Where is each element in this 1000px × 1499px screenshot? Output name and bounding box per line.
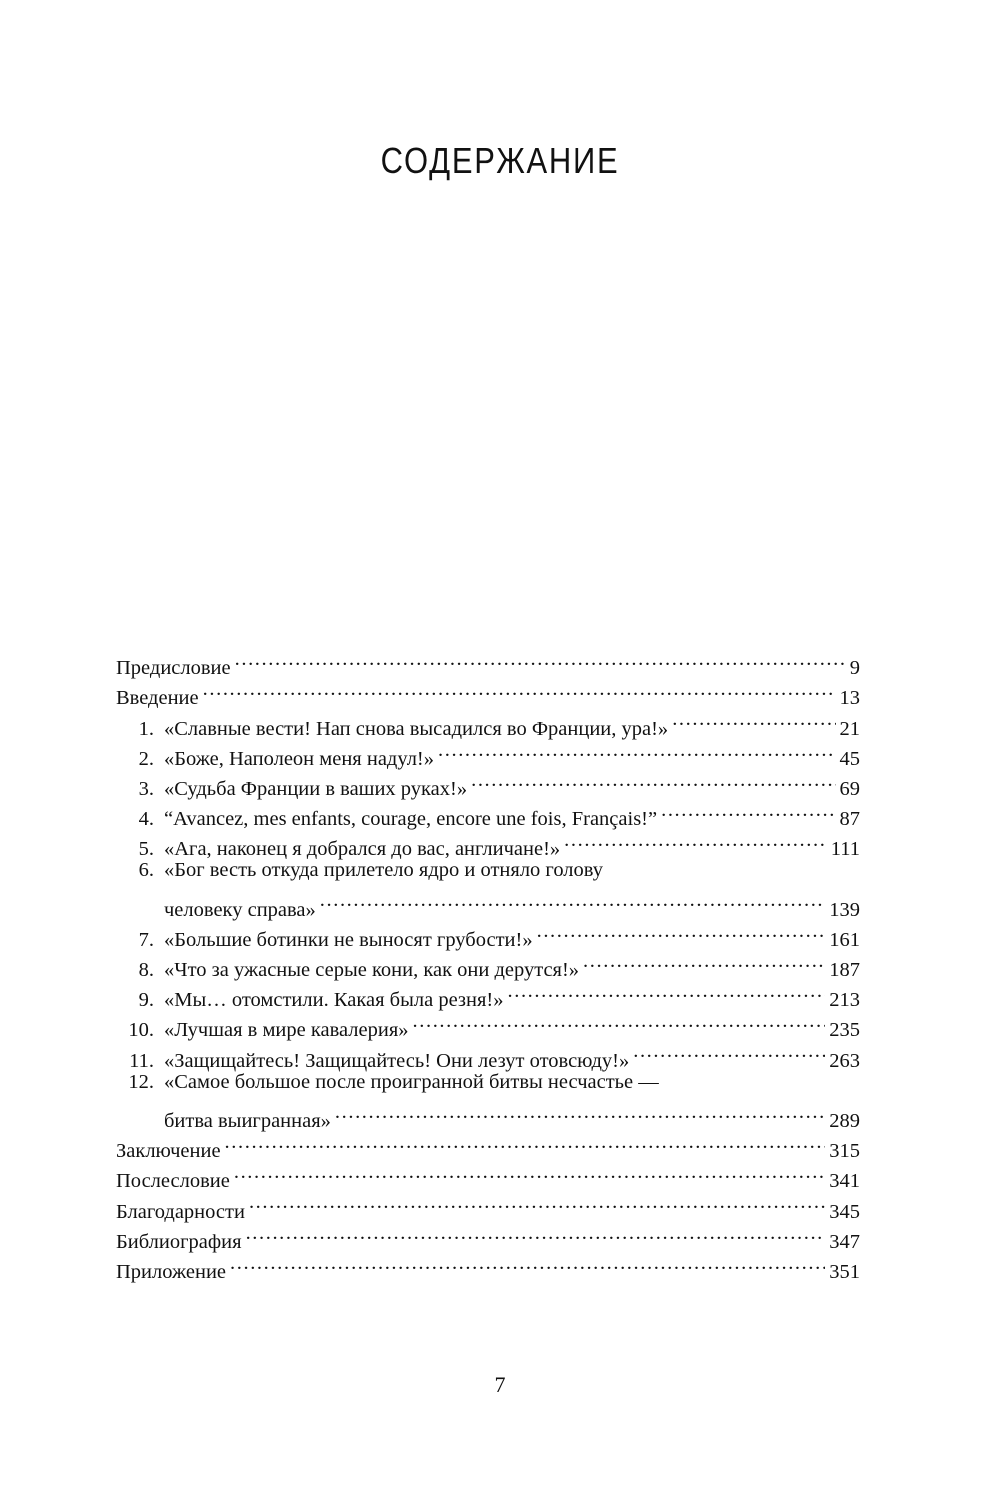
toc-entry-chapter-1[interactable] (116, 704, 860, 740)
toc-entry-title: «Защищайтесь! Защищайтесь! Они лезут отовсюду!» (164, 1049, 630, 1072)
table-of-contents (116, 644, 860, 1283)
toc-entry-page: 161 (829, 928, 860, 951)
toc-entry-title: Послесловие (116, 1170, 230, 1193)
toc-entry-chapter-12[interactable] (116, 1067, 860, 1097)
toc-entry-title-continuation: битва выигранная» (164, 1110, 331, 1132)
dot-leader (672, 704, 835, 734)
dot-leader (508, 976, 826, 1006)
dot-leader (225, 1127, 826, 1157)
page-number: 7 (494, 1372, 506, 1397)
toc-entry-title: «Лучшая в мире кавалерия» (164, 1019, 409, 1042)
toc-entry-title: Приложение (116, 1260, 227, 1283)
page-title: СОДЕРЖАНИЕ (380, 140, 620, 181)
toc-entry-title: «Боже, Наполеон меня надул!» (164, 747, 435, 770)
toc-entry-title: «Ага, наконец я добрался до вас, англичане!» (164, 838, 561, 861)
toc-entry-title: «Что за ужасные серые кони, как они дерутся!» (164, 959, 580, 982)
chapter-number: 4. (138, 808, 154, 831)
toc-entry-chapter-12-continuation[interactable] (116, 1097, 860, 1132)
toc-entry-page: 351 (829, 1260, 860, 1283)
toc-entry-title: «Большие ботинки не выносят грубости!» (164, 928, 533, 951)
toc-entry-page: 13 (839, 687, 860, 710)
toc-entry-title: «Мы… отомстили. Какая была резня!» (164, 989, 504, 1012)
toc-entry-chapter-6-continuation[interactable] (116, 886, 860, 921)
toc-entry-title: “Avancez, mes enfants, courage, encore une fois, Français!” (164, 808, 658, 831)
toc-entry-page: 21 (839, 717, 860, 740)
toc-entry-page: 187 (829, 959, 860, 982)
toc-entry-page: 9 (849, 657, 860, 680)
dot-leader (230, 1248, 825, 1278)
chapter-number: 3. (138, 777, 154, 800)
toc-entry-foreword[interactable] (116, 644, 860, 680)
chapter-number: 10. (128, 1019, 154, 1042)
dot-leader (564, 825, 827, 855)
chapter-number: 7. (138, 928, 154, 951)
toc-entry-page: 45 (839, 747, 860, 770)
toc-entry-title: Благодарности (116, 1200, 245, 1223)
chapter-number: 6. (138, 859, 154, 882)
toc-entry-title-continuation: человеку справа» (164, 898, 316, 921)
toc-entry-conclusion[interactable] (116, 1127, 860, 1163)
toc-entry-page: 69 (839, 777, 860, 800)
toc-entry-title: Предисловие (116, 657, 231, 680)
dot-leader (438, 735, 835, 765)
toc-entry-title: «Славные вести! Нап снова высадился во Франции, ура!» (164, 717, 669, 740)
toc-entry-page: 341 (829, 1170, 860, 1193)
dot-leader (246, 1218, 826, 1248)
dot-leader (537, 916, 826, 946)
chapter-number: 5. (138, 838, 154, 861)
toc-entry-page: 139 (829, 898, 860, 921)
toc-entry-introduction[interactable] (116, 674, 860, 710)
dot-leader (471, 765, 835, 795)
chapter-number: 1. (138, 717, 154, 740)
toc-entry-afterword[interactable] (116, 1157, 860, 1193)
dot-leader (335, 1097, 825, 1127)
dot-leader (235, 644, 846, 674)
toc-entry-page: 87 (839, 808, 860, 831)
toc-entry-title: «Самое большое после проигранной битвы несчастье — (164, 1070, 659, 1093)
toc-entry-title: «Бог весть откуда прилетело ядро и отняло голову (164, 859, 604, 882)
toc-entry-title: «Судьба Франции в ваших руках!» (164, 777, 468, 800)
dot-leader (413, 1006, 826, 1036)
dot-leader (583, 946, 825, 976)
toc-entry-page: 345 (829, 1200, 860, 1223)
chapter-number: 12. (128, 1070, 154, 1093)
toc-entry-page: 289 (829, 1110, 860, 1132)
dot-leader (320, 886, 825, 916)
dot-leader (661, 795, 835, 825)
dot-leader (249, 1187, 825, 1217)
toc-entry-page: 213 (829, 989, 860, 1012)
toc-entry-page: 111 (830, 838, 860, 861)
chapter-number: 2. (138, 747, 154, 770)
toc-entry-chapter-6[interactable] (116, 855, 860, 885)
dot-leader (633, 1036, 825, 1066)
toc-entry-page: 347 (829, 1230, 860, 1253)
toc-entry-page: 235 (829, 1019, 860, 1042)
dot-leader (234, 1157, 825, 1187)
dot-leader (203, 674, 836, 704)
toc-entry-page: 263 (829, 1049, 860, 1072)
chapter-number: 11. (129, 1049, 154, 1072)
toc-entry-page: 315 (829, 1140, 860, 1163)
toc-entry-title: Введение (116, 687, 199, 710)
toc-entry-title: Заключение (116, 1140, 221, 1163)
toc-entry-title: Библиография (116, 1230, 242, 1253)
chapter-number: 8. (138, 959, 154, 982)
chapter-number: 9. (138, 989, 154, 1012)
